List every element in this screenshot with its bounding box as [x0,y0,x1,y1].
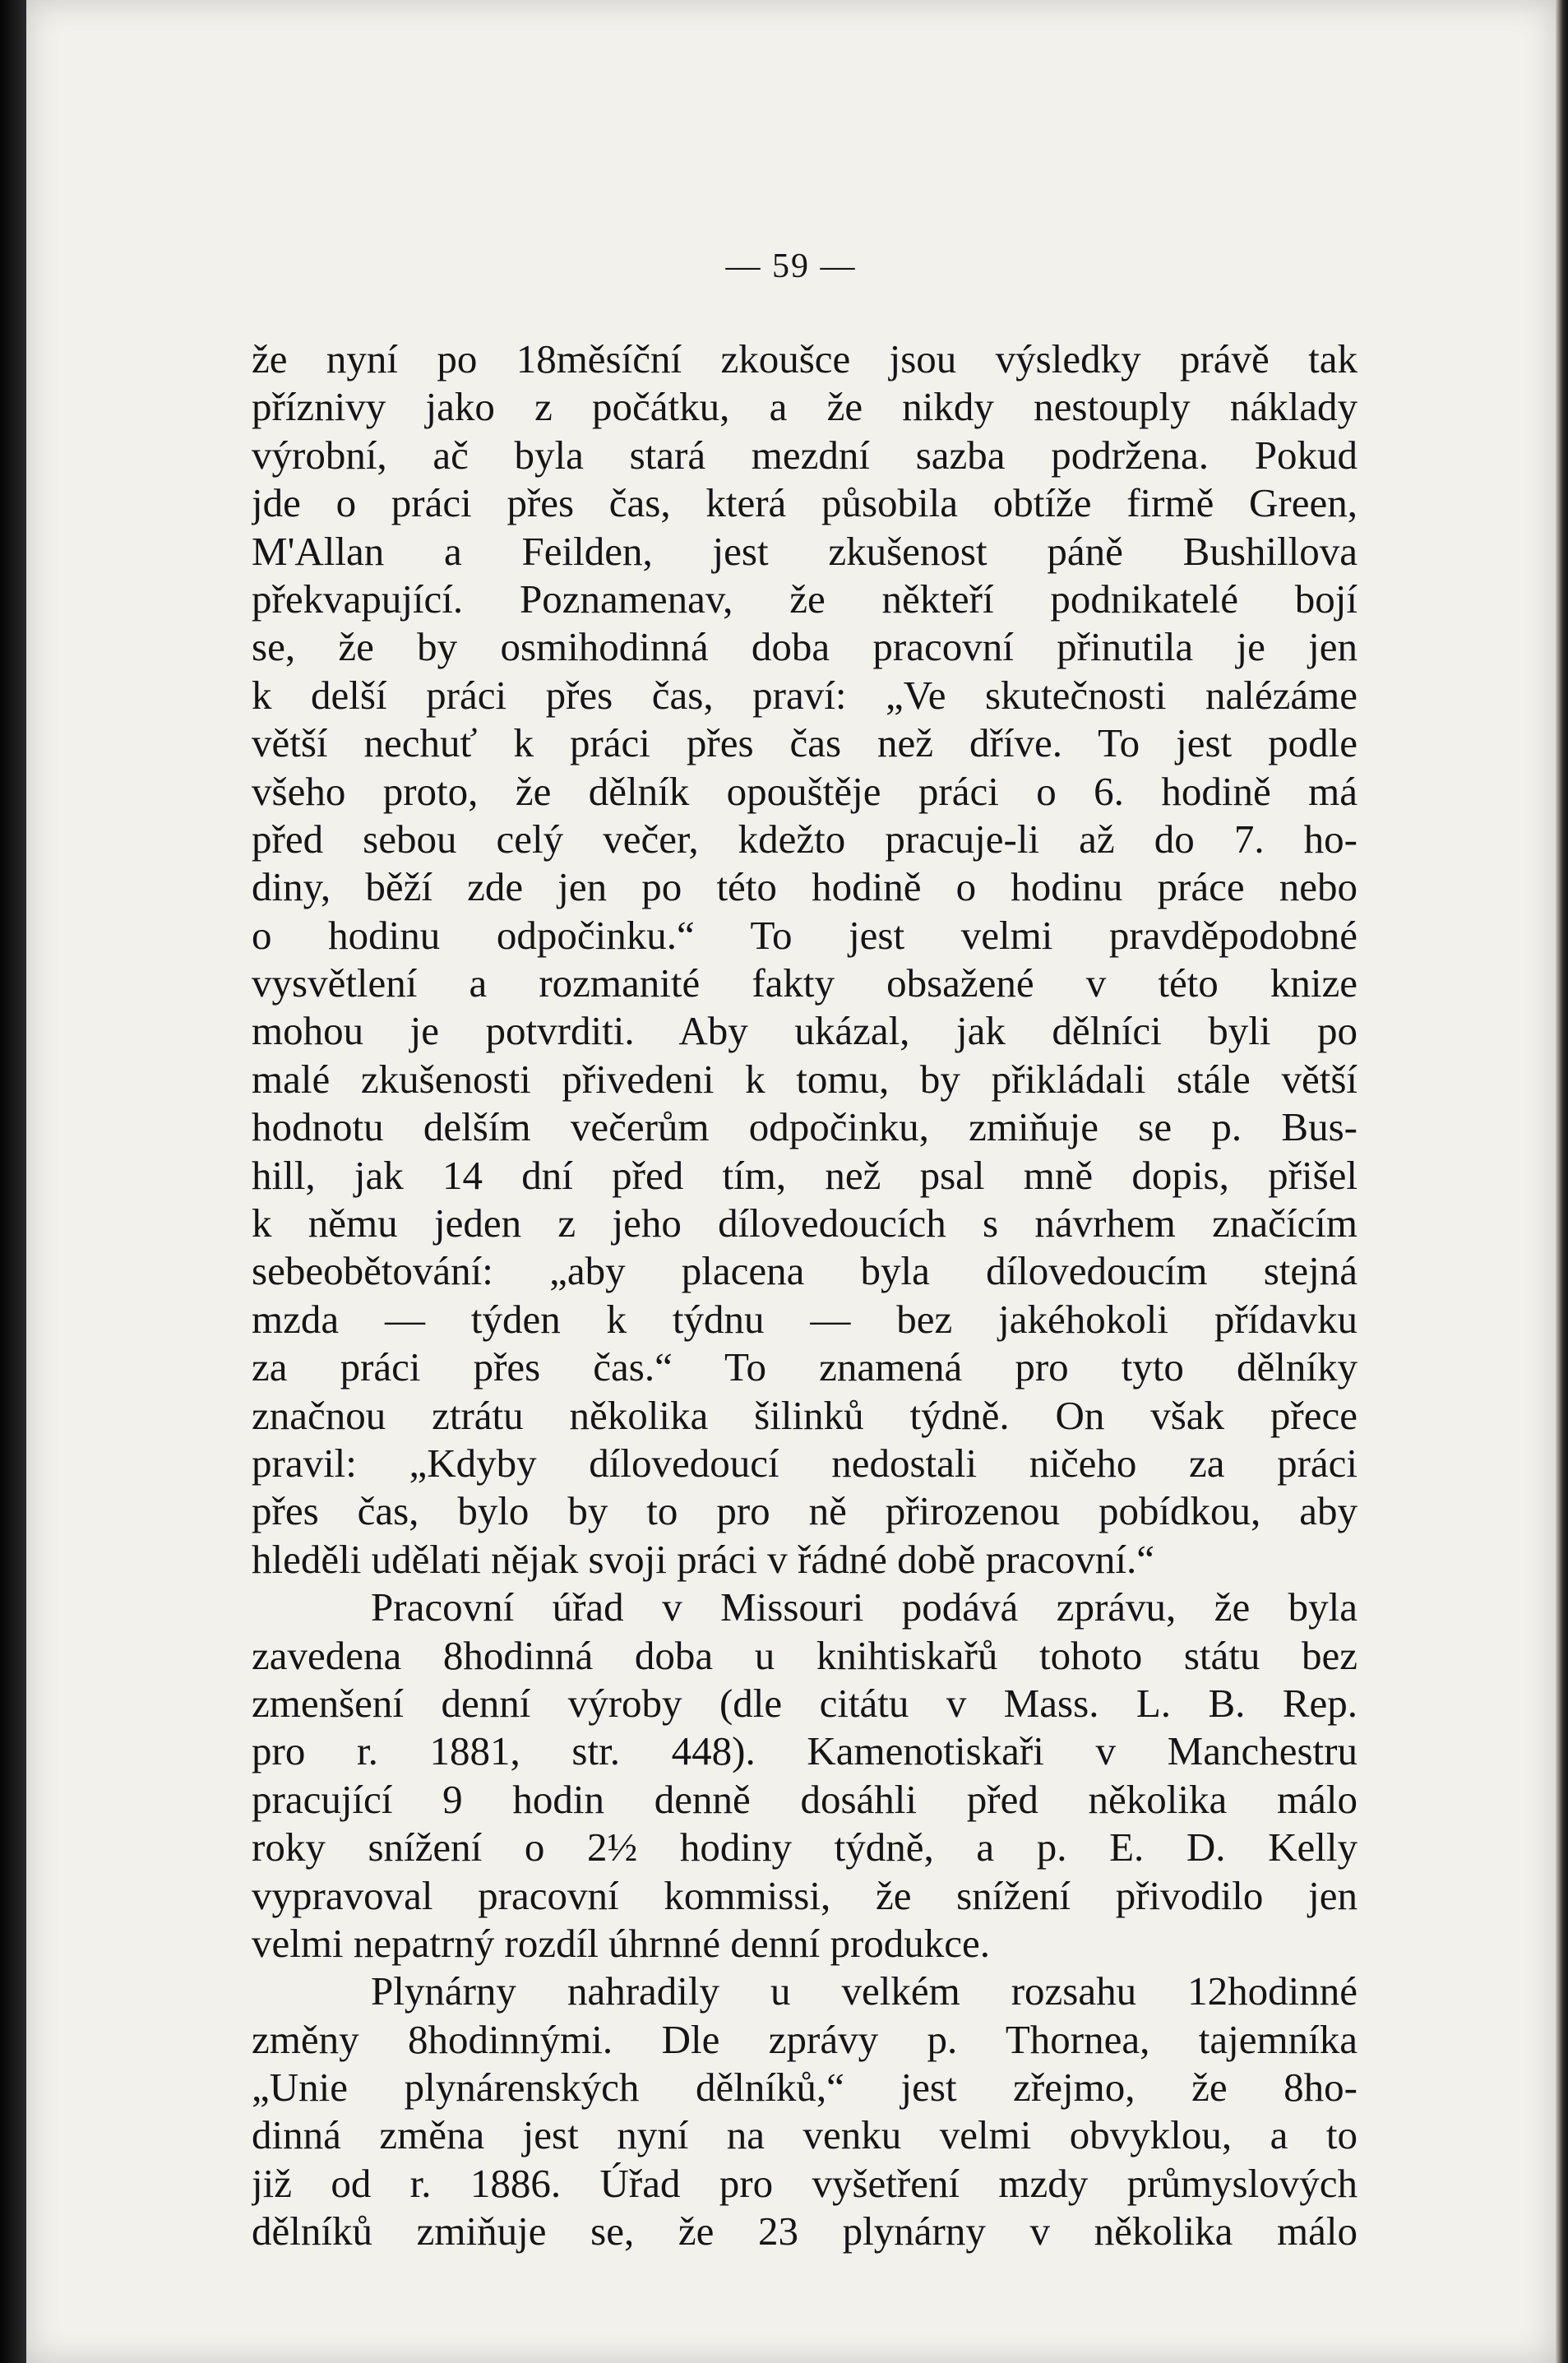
text-line: pro r. 1881, str. 448). Kamenotiskaři v Manchestru [252,1728,1358,1774]
text-line: mzda — týden k týdnu — bez jakéhokoli přídavku [252,1296,1358,1342]
text-line: roky snížení o 2½ hodiny týdně, a p. E. D. Kelly [252,1824,1358,1871]
text-line: dinná změna jest nyní na venku velmi obvyklou, a to [252,2112,1358,2158]
text-line: zmenšení denní výroby (dle citátu v Mass. L. B. Rep. [252,1680,1358,1726]
text-line: vypravoval pracovní kommissi, že snížení přivodilo jen [252,1872,1358,1918]
text-line: všeho proto, že dělník opouštěje práci o 6. hodině má [252,768,1358,814]
text-line: změny 8hodinnými. Dle zprávy p. Thornea, tajemníka [252,2016,1358,2062]
text-line: pracující 9 hodin denně dosáhli před několika málo [252,1776,1358,1822]
text-line: Plynárny nahradily u velkém rozsahu 12hodinné [371,1968,1358,2014]
scan-left-edge [0,0,26,2363]
text-line: k němu jeden z jeho dílovedoucích s návrhem značícím [252,1200,1358,1246]
text-line: malé zkušenosti přivedeni k tomu, by přikládali stále větší [252,1056,1358,1102]
text-line: se, že by osmihodinná doba pracovní přinutila je jen [252,624,1358,670]
text-line: dělníků zmiňuje se, že 23 plynárny v několika málo [252,2208,1358,2254]
text-line: sebeobětování: „aby placena byla dílovedoucím stejná [252,1248,1358,1294]
text-line: výrobní, ač byla stará mezdní sazba podržena. Pokud [252,432,1358,478]
text-line: hleděli udělati nějak svoji práci v řádné době pracovní.“ [252,1536,1155,1582]
text-line: k delší práci přes čas, praví: „Ve skutečnosti nalézáme [252,672,1358,718]
text-line: za práci přes čas.“ To znamená pro tyto dělníky [252,1344,1358,1390]
body-text [252,335,1358,2256]
text-line: přes čas, bylo by to pro ně přirozenou pobídkou, aby [252,1488,1358,1534]
text-line: diny, běží zde jen po této hodině o hodinu práce nebo [252,864,1358,910]
text-line: velmi nepatrný rozdíl úhrnné denní produkce. [252,1920,991,1966]
text-line: pravil: „Kdyby dílovedoucí nedostali ničeho za práci [252,1440,1358,1486]
text-line: větší nechuť k práci přes čas než dříve. To jest podle [252,720,1358,766]
text-line: hill, jak 14 dní před tím, než psal mně dopis, přišel [252,1152,1358,1198]
text-line: hodnotu delším večerům odpočinku, zmiňuje se p. Bus- [252,1104,1358,1150]
text-line: Pracovní úřad v Missouri podává zprávu, že byla [371,1584,1358,1630]
text-line: mohou je potvrditi. Aby ukázal, jak dělníci byli po [252,1008,1358,1054]
book-page [26,0,1556,2363]
text-line: jde o práci přes čas, která působila obtíže firmě Green, [252,480,1358,526]
text-line: již od r. 1886. Úřad pro vyšetření mzdy průmyslových [252,2160,1358,2206]
text-line: překvapující. Poznamenav, že někteří podnikatelé bojí [252,576,1358,622]
text-line: před sebou celý večer, kdežto pracuje-li až do 7. ho- [252,816,1358,862]
text-line: vysvětlení a rozmanité fakty obsažené v této knize [252,960,1358,1006]
text-line: že nyní po 18měsíční zkoušce jsou výsledky právě tak [252,336,1358,382]
text-line: zavedena 8hodinná doba u knihtiskařů tohoto státu bez [252,1632,1358,1678]
page-number: — 59 — [725,247,857,285]
text-line: o hodinu odpočinku.“ To jest velmi pravděpodobné [252,912,1358,958]
text-line: M'Allan a Feilden, jest zkušenost páně Bushillova [252,528,1358,574]
text-line: příznivy jako z počátku, a že nikdy nestouply náklady [252,384,1358,430]
scan-right-edge [1556,0,1568,2363]
text-line: „Unie plynárenských dělníků,“ jest zřejmo, že 8ho- [252,2065,1358,2111]
text-line: značnou ztrátu několika šilinků týdně. On však přece [252,1392,1358,1438]
